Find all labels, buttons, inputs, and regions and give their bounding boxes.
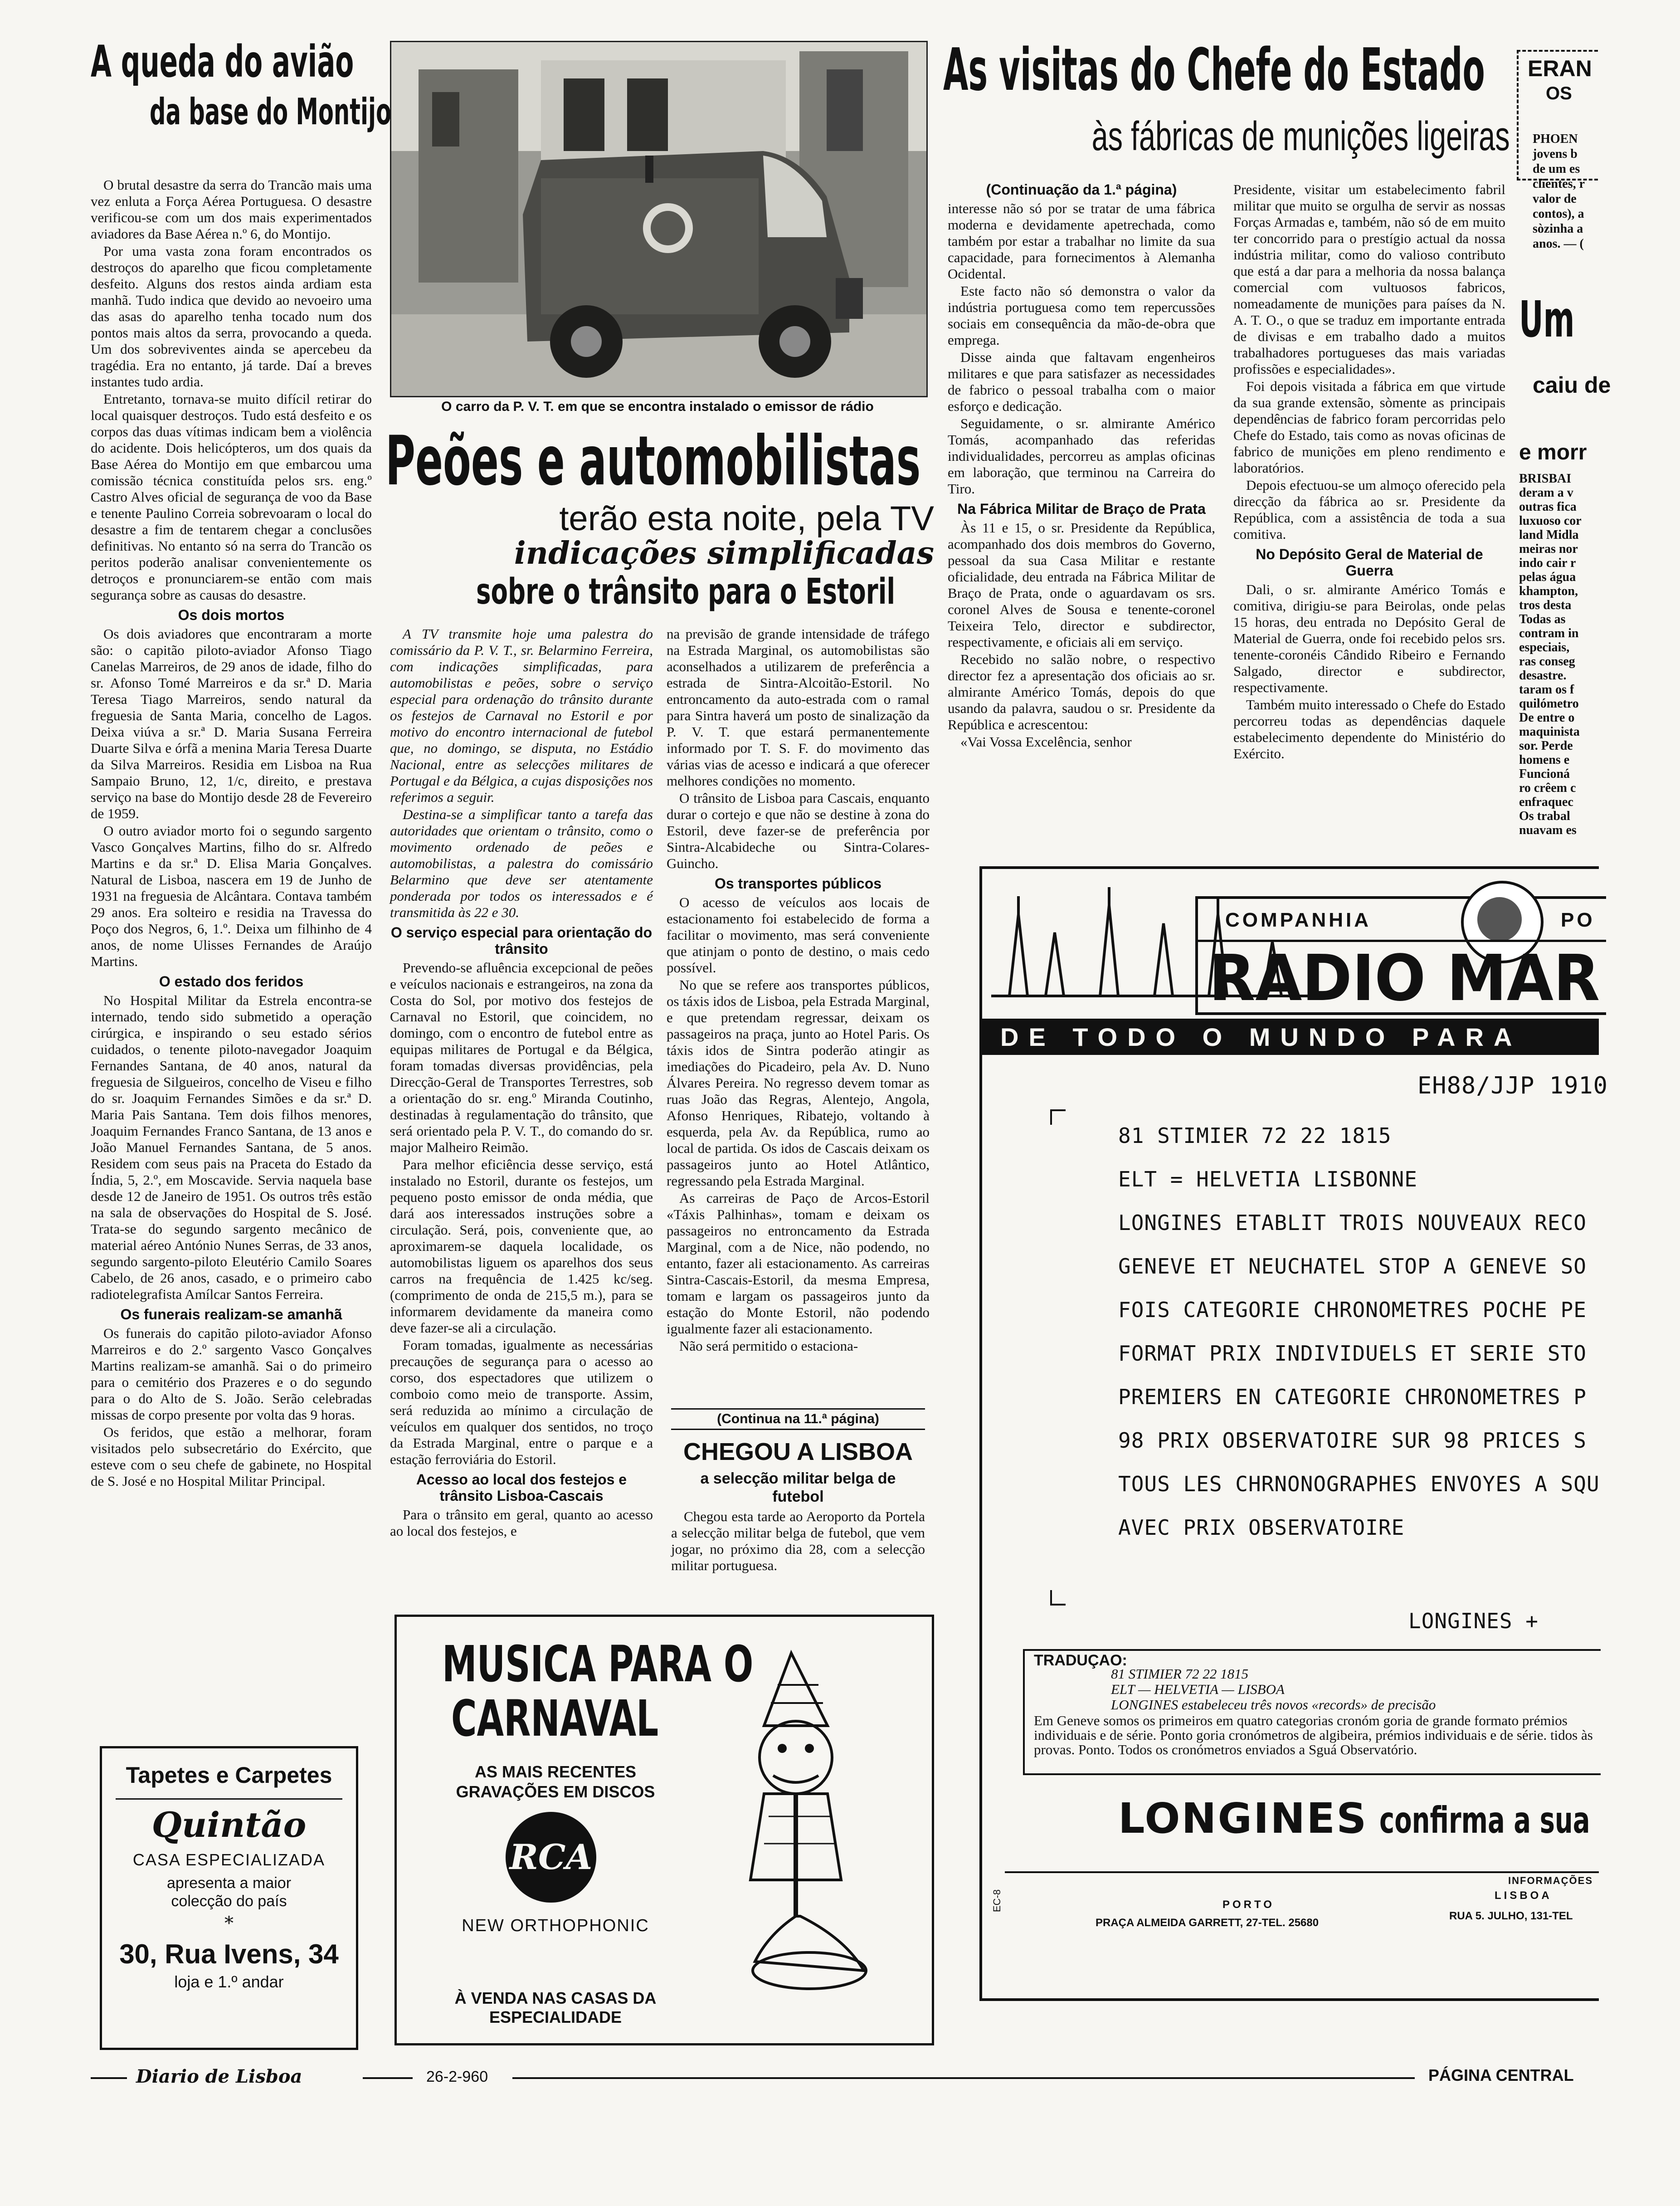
left-subheading: Os funerais realizam-se amanhã (120, 1306, 342, 1323)
main-article-col1 (390, 626, 653, 1606)
right-box-text (1533, 132, 1596, 268)
info-label: INFORMAÇÕES (1508, 1875, 1593, 1886)
longines-slogan: confirma a sua (1379, 1799, 1590, 1841)
visits-paragraph: Presidente, visitar um estabelecimento fabril militar que muito se orgulha de servir as nossas Forças Armadas e, também, não só de em muito ter concorrido para o prestígio actual da nossa indústria militar, como do valioso contributo que está a dar para a melhoria da nossa balança comercial com vultuosos fabricos, nomeadamente de munições para países da N. A. T. O., o que se traduz em importante entrada de divisas e em trabalho dado a muitos trabalhadores portugueses das mais variadas profissões e especialidades». (1233, 181, 1505, 377)
right-snippet-line: quilómetro (1519, 697, 1579, 711)
right-snippet-line: sor. Perde (1519, 739, 1573, 753)
visits-paragraph: Depois efectuou-se um almoço oferecido pela direcção da fábrica ao sr. Presidente da República, com a assistência de toda a sua comitiva. (1233, 477, 1505, 542)
right-snippet-line: khampton, (1519, 584, 1578, 598)
translation-header (1111, 1666, 1436, 1713)
right-box-line: clientes, r (1533, 177, 1585, 191)
main-paragraph: O trânsito de Lisboa para Cascais, enquanto durar o cortejo e que não se destine à zona do Estoril, deve fazer-se de preferência por Sintra-Alcabideche ou Sintra-Colares-Guincho. (667, 790, 930, 871)
left-article-title (91, 36, 392, 136)
left-paragraph: Por uma vasta zona foram encontrados os destroços do aparelho que ficou completamente desfeito. Alguns dos restos ainda ardiam esta manhã. Tudo indica que devido ao nevoeiro uma das asas do aparelho tenha tocado num dos pontos mais altos da serra, provocando a queda. Um dos sobreviventes ainda se apercebeu da tragédia. Era no entanto, já tarde. Daí a breves instantes tudo ardia. (91, 243, 372, 390)
main-paragraph: No que se refere aos transportes públicos, os táxis idos de Lisboa, pela Estrada Marginal, e que pretendam regressar, deixam os passageiros na praça, junto ao Hotel Paris. Os táxis idos de Sintra poderão atingir as imediações do Picadeiro, pela Av. D. Nuno Álvares Pereira. No regresso devem tomar as ruas João das Regras, Alentejo, Angola, Afonso Henriques, Ribatejo, voltando à esquerda, pela Av. da República, rumo ao local de partida. Os idos de Cascais deixam os passageiros junto ao Hotel Atlântico, regressando pela Estrada Marginal. (667, 977, 930, 1189)
rca-logo (506, 1812, 596, 1903)
carpet-ad-floor: loja e 1.º andar (174, 1972, 284, 1991)
music-ad-subtitle: AS MAIS RECENTES GRAVAÇÕES EM DISCOS (456, 1762, 655, 1801)
visits-subheading: Na Fábrica Militar de Braço de Prata (957, 501, 1206, 517)
telegram-line: ELT = HELVETIA LISBONNE (1118, 1167, 1417, 1191)
translation-line: ELT — HELVETIA — LISBOA (1111, 1681, 1285, 1697)
music-ad-title-line1: MUSICA PARA O (442, 1635, 754, 1693)
main-subtitle-line2: indicações simplificadas (514, 535, 934, 571)
footer-masthead: Diario de Lisboa (136, 2066, 302, 2087)
info-divider (1005, 1871, 1599, 1873)
right-snippet-line: tros desta (1519, 598, 1572, 612)
right-snippet-line: Funcioná (1519, 767, 1570, 781)
longines-brand: LONGINES (1118, 1794, 1368, 1843)
left-paragraph: O brutal desastre da serra do Trancão mais uma vez enluta a Força Aérea Portuguesa. O desastre verificou-se com um dos mais experimentados aviadores da Base Aérea n.º 6, do Montijo. (91, 177, 372, 242)
longines-line (1118, 1794, 1680, 1843)
right-box-title: ERAN (1528, 56, 1592, 81)
visits-col1 (948, 181, 1215, 839)
right-box-sub: OS (1546, 83, 1572, 103)
right-snippet-line: De entre o (1519, 711, 1575, 725)
radio-slogan: DE TODO O MUNDO PARA (1000, 1023, 1522, 1051)
translation-box (1023, 1649, 1601, 1775)
visits-subheading: No Depósito Geral de Material de Guerra (1256, 546, 1483, 579)
right-snippet-line: outras fica (1519, 500, 1577, 514)
main-subtitle-line3: sobre o trânsito para o Estoril (476, 571, 896, 612)
translation-label: TRADUÇAO: (1034, 1652, 1127, 1669)
carpet-ad-divider (116, 1798, 342, 1800)
visits-paragraph: Às 11 e 15, o sr. Presidente da República, acompanhado dos dois membros do Governo, pessoal da sua Casa Militar e restante oficialidade, deu entrada na Fábrica Militar de Braço de Prata, onde o aguardavam os srs. coronel Alves de Sousa e tenente-coronel Teixeira Telo, director e subdirector, respectivamente, e oficiais ali em serviço. (948, 520, 1215, 650)
main-subheading: Os transportes públicos (714, 875, 882, 892)
visits-paragraph: Recebido no salão nobre, o respectivo director fez a apresentação dos oficiais ao sr. almirante Américo Tomás, depois do que usando da palavra, saudou o sr. Presidente da República e acrescentou: (948, 651, 1215, 732)
telegram-line: FORMAT PRIX INDIVIDUELS ET SERIE STO (1118, 1341, 1587, 1366)
visits-title: As visitas do Chefe do Estado (943, 36, 1485, 104)
left-paragraph: Os funerais do capitão piloto-aviador Afonso Marreiros e do 2.º sargento Vasco Gonçalves Martins realizam-se amanhã. Sai o do primeiro para o cemitério dos Prazeres e o do segundo para o do Alto de S. João. Serão celebradas missas de corpo presente por volta das 9 horas. (91, 1325, 372, 1423)
telegram-line: AVEC PRIX OBSERVATOIRE (1118, 1515, 1405, 1540)
visits-paragraph: Seguidamente, o sr. almirante Américo Tomás, acompanhado das referidas individualidades, percorreu as amplas oficinas em laboração, que terminou na Carreira do Tiro. (948, 415, 1215, 497)
radio-banner-right: PO (1561, 909, 1595, 931)
right-snippet-line: land Midla (1519, 528, 1579, 542)
right-snippet-line: homens e (1519, 753, 1570, 767)
carpet-ad-brand: Quintão (151, 1805, 307, 1845)
right-snippet-line: enfraquec (1519, 795, 1573, 809)
left-paragraph: No Hospital Militar da Estrela encontra-se internado, tendo sido submetido a operação cirúrgica, e inspirando o seu estado sérios cuidados, o tenente piloto-navegador Joaquim Fernandes Santana, de 40 anos, natural da freguesia de Silgueiros, concelho de Viseu e filho do sr. Joaquim Fernandes Simões e da sr.ª D. Maria Pais Santana. Tem dois filhos menores, Joaquim Fernandes Franco Santana, de 13 anos e João Manuel Fernandes Santana, de 5 anos. Residem com seus pais na Praceta do Estado da Índia, 5, 2.º, em Moscavide. Servia naquela base desde 12 de Janeiro de 1951. Os outros três estão na sala de observações do Hospital de S. José. Trata-se do segundo sargento mecânico de material aéreo António Nunes Serras, de 33 anos, segundo sargento-piloto Eleutério Camilo Soares Cabelo, de 26 anos, casado, e o primeiro cabo radiotelegrafista Amílcar Santos Ferreira. (91, 992, 372, 1302)
main-lead2: Destina-se a simplificar tanto a tarefa das autoridades que orientam o trânsito, como o movimento ordenado de peões e automobilistas, a palestra do comissário Belarmino que deve ser atentamente ponderada por todos os interessados e é transmitida às 22 e 30. (390, 806, 653, 920)
visits-continuation: (Continuação da 1.ª página) (986, 181, 1177, 198)
asterisk-icon: * (224, 1913, 234, 1934)
visits-paragraph: Também muito interessado o Chefe do Estado percorreu todas as dependências daquele estabelecimento dependente do Ministério do Exército. (1233, 697, 1505, 761)
music-ad (394, 1615, 934, 2045)
news-photo (390, 41, 928, 397)
carpet-ad-address: 30, Rua Ivens, 34 (119, 1939, 339, 1969)
main-paragraph: na previsão de grande intensidade de tráfego na Estrada Marginal, os automobilistas são aconselhados a utilizarem de preferência a estrada de Sintra-Alcoitão-Estoril. No entroncamento da auto-estrada com o ramal para Sintra haverá um posto de sinalização da P. V. T. que estará permanentemente informado por T. S. F. do movimento das várias vias de acesso e indicará a que oferecer melhores condições no momento. (667, 626, 930, 789)
right-box-line: PHOEN (1533, 132, 1578, 146)
right-snippet-line: ro crêem c (1519, 781, 1576, 795)
belga-title: CHEGOU A LISBOA (683, 1438, 913, 1465)
radio-banner-left: COMPANHIA (1225, 909, 1372, 931)
telegram-line: 81 STIMIER 72 22 1815 (1118, 1123, 1392, 1148)
porto-address: PRAÇA ALMEIDA GARRETT, 27-TEL. 25680 (1096, 1917, 1319, 1929)
main-paragraph: Para melhor eficiência desse serviço, está instalado no Estoril, durante os festejos, um pequeno posto emissor de onda média, que dará aos interessados instruções sobre a circulação. Será, pois, conveniente que, ao aproximarem-se daquela localidade, os automobilistas liguem os aparelhos dos seus carros na frequência de 1.425 kc/seg. (comprimento de onda de 215,5 m.), para se informarem devidamente da maneira como deve fazer-se ali a circulação. (390, 1157, 653, 1336)
right-snippet-line: especiais, (1519, 640, 1570, 654)
main-article-title (385, 422, 939, 612)
right-snippet-text (1519, 472, 1596, 844)
porto-label: PORTO (1222, 1899, 1275, 1911)
right-box-line: jovens b (1533, 147, 1578, 161)
telegram-corner-mark (1050, 1109, 1066, 1125)
radio-brand: RADIO MAR (1209, 942, 1600, 1015)
rca-logo-text: RCA (509, 1837, 593, 1877)
visits-paragraph: Dali, o sr. almirante Américo Tomás e comitiva, dirigiu-se para Beirolas, onde pelas 15 horas, deu entrada no Depósito Geral de Material de Guerra, onde foi recebido pelos srs. tenente-coronéis Cândido Ribeiro e Fernando Salgado, director e subdirector, respectivamente. (1233, 581, 1505, 695)
visits-paragraph: Este facto não só demonstra o valor da indústria portuguesa como tem repercussões sociais em consequência da mão-de-obra que emprega. (948, 283, 1215, 348)
right-caiu-line: caiu de (1533, 372, 1611, 398)
right-morr-line: e morr (1519, 440, 1587, 464)
right-box-line: contos), a (1533, 207, 1584, 221)
translation-line: LONGINES estabeleceu três novos «records» de precisão (1111, 1697, 1436, 1713)
photo-caption: O carro da P. V. T. em que se encontra instalado o emissor de rádio (441, 399, 874, 414)
right-box-line: sòzinha a (1533, 222, 1583, 236)
side-code: EC-8 (991, 1889, 1003, 1912)
right-snippet-line: desastre. (1519, 669, 1567, 683)
carpet-ad-desc: apresenta a maior colecção do país (166, 1874, 292, 1910)
radio-longines-ad (979, 866, 1608, 2001)
main-paragraph: Para o trânsito em geral, quanto ao acesso ao local dos festejos, e (390, 1507, 653, 1539)
music-ad-footer: À VENDA NAS CASAS DA ESPECIALIDADE (454, 1989, 657, 2026)
footer-rule-left (91, 2077, 127, 2079)
right-snippet-line: BRISBAI (1519, 472, 1572, 486)
right-snippet-line: contram in (1519, 626, 1579, 640)
left-paragraph: Entretanto, tornava-se muito difícil retirar do local quaisquer destroços. Tudo está desfeito e os corpos das duas vítimas indicam bem a violência do acidente. Dois helicópteros, um dos quais da Base Aérea do Montijo em que embarcou uma comissão técnica constituída pelos srs. eng.º Castro Alves oficial de segurança de voo da Base e tenente Paulino Correia sobrevoaram o local do desastre a fim de tentarem chegar a conclusões definitivas. No entanto só na serra do Trancão os peritos poderão analisar convenientemente os detroços e pronunciarem-se então com mais segurança sobre as causas do desastre. (91, 391, 372, 603)
right-snippet-line: indo cair r (1519, 556, 1576, 570)
main-paragraph: O acesso de veículos aos locais de estacionamento foi estabelecido de forma a facilitar o movimento, mas será conveniente que atinjam o ponto de destino, o mais cedo possível. (667, 894, 930, 976)
telegram-line: LONGINES ETABLIT TROIS NOUVEAUX RECO (1118, 1210, 1587, 1235)
music-ad-title-line2: CARNAVAL (451, 1689, 659, 1747)
translation-line: 81 STIMIER 72 22 1815 (1111, 1666, 1249, 1682)
main-paragraph: Foram tomadas, igualmente as necessárias precauções de segurança para o acesso ao corso, dos espectadores que utilizem o comboio como meio de transporte. Assim, será reduzida ao mínimo a circulação de veículos em qualquer dos sentidos, no troço da Estrada Marginal, entre o parque e a estação ferroviária do Estoril. (390, 1337, 653, 1467)
right-snippet-line: pelas água (1519, 570, 1576, 584)
right-snippet-line: deram a v (1519, 486, 1573, 500)
right-snippet-line: Os trabal (1519, 809, 1570, 823)
footer-date: 26-2-960 (426, 2068, 488, 2085)
footer-page: PÁGINA CENTRAL (1428, 2066, 1574, 2084)
right-snippet-line: luxuoso cor (1519, 514, 1582, 528)
right-snippet-line: maquinista (1519, 725, 1580, 739)
clown-horn-illustration (714, 1644, 914, 2016)
visits-article-title (943, 36, 1528, 181)
belga-subtitle: a selecção militar belga de futebol (700, 1470, 896, 1505)
telegram-line: GENEVE ET NEUCHATEL STOP A GENEVE SO (1118, 1254, 1587, 1279)
right-snippet-line: taram os f (1519, 683, 1574, 697)
telegram-corner-mark (1050, 1590, 1066, 1606)
main-subheading: Acesso ao local dos festejos e trânsito Lisboa-Cascais (416, 1471, 627, 1504)
visits-subtitle: às fábricas de munições ligeiras (1091, 114, 1510, 159)
lisboa-address: RUA 5. JULHO, 131-TEL (1449, 1910, 1573, 1922)
main-title: Peões e automobilistas (385, 422, 921, 501)
belga-article (671, 1438, 925, 1574)
radio-slogan-bar (982, 1019, 1599, 1055)
visits-col2 (1233, 181, 1505, 839)
main-subtitle-line1: terão esta noite, pela TV (559, 499, 934, 538)
right-box-line: anos. — ( (1533, 237, 1584, 251)
right-snippet-line: nuavam es (1519, 823, 1577, 837)
right-box-line: valor de (1533, 192, 1577, 206)
telegram-body (1118, 1114, 1600, 1549)
left-paragraph: O outro aviador morto foi o segundo sargento Vasco Gonçalves Martins, filho do sr. Alfredo Martins e da sr.ª D. Elisa Maria Gonçalves. Natural de Lisboa, nascera em 19 de Junho de 1931 na freguesia de Alcântara. Contava também 29 anos. Era solteiro e residia na Travessa do Poço dos Negros, 6, 1.º. Deixa um filhinho de 4 anos, de nome Ulisses Fernandes de Araújo Martins. (91, 823, 372, 969)
telegram-line: FOIS CATEGORIE CHRONOMETRES POCHE PE (1118, 1298, 1587, 1322)
carpet-ad-tagline: CASA ESPECIALIZADA (132, 1850, 326, 1869)
main-lead: A TV transmite hoje uma palestra do comissário da P. V. T., sr. Belarmino Ferreira, com indicações simplificadas, para automobilistas e peões, sobre o serviço especial para ordenação do trânsito durante os festejos de Carnaval no Estoril e por motivo do encontro internacional de futebol que, no domingo, se disputa, no Estádio Nacional, entre as selecções militares de Portugal e da Bélgica, a cujas disposições nos referimos a seguir. (390, 626, 653, 805)
main-paragraph: Prevendo-se afluência excepcional de peões e veículos nacionais e estrangeiros, na zona da Costa do Sol, por motivo dos festejos de Carnaval no Estoril, que coincidem, no domingo, com o encontro de futebol entre as equipas militares de Portugal e da Bélgica, foram tomadas diversas providências, pela Direcção-Geral de Transportes Terrestres, sob a orientação do sr. eng.º Miranda Coutinho, destinadas à regulamentação do trânsito, que será orientado pela P. V. T., do comando do sr. major Malheiro Reimão. (390, 960, 653, 1155)
carpet-ad-line1: Tapetes e Carpetes (126, 1762, 332, 1788)
translation-body: Em Geneve somos os primeiros em quatro categorias cronóm goria de grande formato prémios individuais e de série. Ponto goria cronómetros de algibeira, prémios individuais e de série. tidos às provas. Ponto. Todos os cronómetros enviados a Sguá Observatório. (1034, 1713, 1593, 1757)
right-box-line: de um es (1533, 162, 1580, 176)
left-article-body (91, 177, 372, 1728)
visits-paragraph: interesse não só por se tratar de uma fábrica moderna e devidamente apetrechada, como também por estar a trabalhar no limite da sua capacidade, para fornecimentos à Alemanha Ocidental. (948, 200, 1215, 282)
right-um-title: Um (1519, 290, 1575, 348)
visits-paragraph: Foi depois visitada a fábrica em que virtude da sua grande extensão, sòmente as principais dependências de fabrico foram percorridas pelo Chefe do Estado, tais como as novas oficinas de fabrico de munições em pleno rendimento e laboratórios. (1233, 378, 1505, 476)
main-paragraph: As carreiras de Paço de Arcos-Estoril «Táxis Palhinhas», tomam e deixam os passageiros no entroncamento da Estrada Marginal, com a de Nice, não podendo, no entanto, fazer ali estacionamento. As carreiras Sintra-Cascais-Estoril, da mesma Empresa, tomam e largam os passageiros junto da estação do Monte Estoril, não podendo igualmente fazer ali estacionamento. (667, 1190, 930, 1337)
left-title-line2: da base do Montijo (150, 91, 392, 133)
right-snippet-line: ras conseg (1519, 654, 1575, 669)
right-snippet-line: meiras nor (1519, 542, 1578, 556)
lisboa-label: LISBOA (1495, 1889, 1552, 1902)
telegram-sign: LONGINES + (1408, 1609, 1539, 1633)
telegram-line: 98 PRIX OBSERVATOIRE SUR 98 PRICES S (1118, 1428, 1587, 1453)
telegram-header: EH88/JJP 1910 (1417, 1072, 1608, 1099)
van-photo-image (391, 42, 926, 396)
left-subheading: O estado dos feridos (159, 973, 304, 990)
belga-text: Chegou esta tarde ao Aeroporto da Portela a selecção militar belga de futebol, que vem jogar, no próximo dia 28, com a selecção militar portuguesa. (671, 1508, 925, 1573)
visits-paragraph: Disse ainda que faltavam engenheiros militares e que para satisfazer as necessidades de fabrico o pessoal trabalha com o maior esforço e dedicação. (948, 349, 1215, 414)
left-paragraph: Os feridos, que estão a melhorar, foram visitados pelo subsecretário do Exército, que esteve com o seu chefe de gabinete, no Hospital de S. José e no Hospital Militar Principal. (91, 1424, 372, 1489)
main-paragraph: Não será permitido o estaciona- (679, 1338, 858, 1354)
left-title-line1: A queda do avião (91, 36, 354, 87)
visits-paragraph: «Vai Vossa Excelência, senhor (960, 734, 1132, 750)
left-subheading: Os dois mortos (178, 607, 285, 623)
telegram-line: PREMIERS EN CATEGORIE CHRONOMETRES P (1118, 1385, 1587, 1409)
left-paragraph: Os dois aviadores que encontraram a morte são: o capitão piloto-aviador Afonso Tiago Canelas Marreiros, de 29 anos de idade, filho do sr. Afonso Tomé Marreiros e da sr.ª D. Maria Teresa Tiago Marreiros, sendo natural da freguesia de Santa Maria, concelho de Lagos. Deixa viúva a sr.ª D. Maria Susana Ferreira Duarte Silva e órfã a menina Maria Teresa Duarte da Silva Marreiros. Residia em Lisboa na Rua Sampaio Bruno, 12, 1/c, direito, e prestava serviço na base do Montijo desde 28 de Fevereiro de 1959. (91, 626, 372, 821)
right-snippet-line: Todas as (1519, 612, 1566, 626)
telegram-line: TOUS LES CHRNONOGRAPHES ENVOYES A SQU (1118, 1472, 1600, 1496)
continue-note: (Continua na 11.ª página) (671, 1408, 925, 1430)
footer-rule-right (512, 2077, 1415, 2079)
footer-rule-mid (363, 2077, 413, 2079)
carpet-ad (100, 1746, 358, 2050)
music-ad-brand: NEW ORTHOPHONIC (462, 1916, 649, 1935)
main-subheading: O serviço especial para orientação do trânsito (390, 924, 653, 957)
main-article-col2 (667, 626, 930, 1397)
